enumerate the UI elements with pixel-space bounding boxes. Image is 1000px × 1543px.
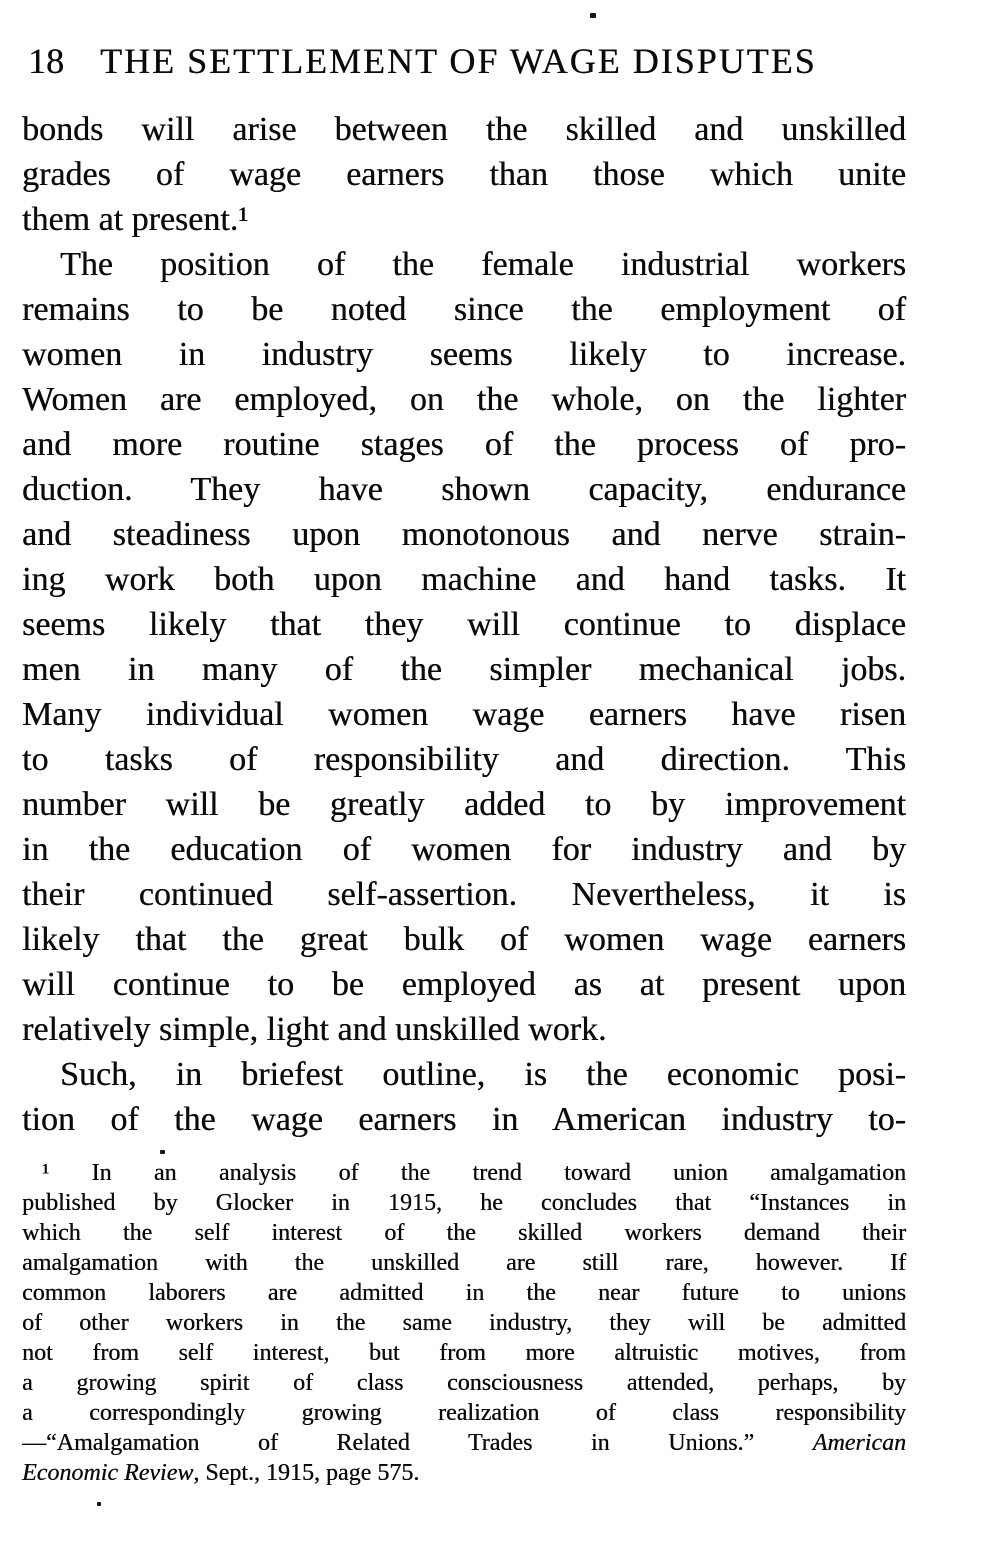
scan-speck [160,1150,165,1154]
footnote-text: common laborers are admitted in the near future to unions [22,1280,906,1306]
paragraph [22,107,906,242]
footnote-text: published by Glocker in 1915, he concludes that “Instances in [22,1190,906,1216]
scan-speck [590,13,596,18]
text-line: duction. They have shown capacity, endurance [22,471,906,508]
footnote-line [22,1248,906,1278]
text-line: will continue to be employed as at present upon [22,966,906,1003]
footnote-line [22,1278,906,1308]
text-line: Women are employed, on the whole, on the lighter [22,381,906,418]
text-line: Such, in briefest outline, is the economic posi- [60,1056,906,1093]
text-line: men in many of the simpler mechanical jobs. [22,651,906,688]
text-line: number will be greatly added to by improvement [22,786,906,823]
text-line: remains to be noted since the employment of [22,291,906,328]
text-line: grades of wage earners than those which unite [22,156,906,193]
footnote [22,1158,906,1488]
text-line: them at present.¹ [22,201,249,238]
footnote-text: a growing spirit of class consciousness attended, perhaps, by [22,1370,906,1396]
running-title: THE SETTLEMENT OF WAGE DISPUTES [100,41,817,81]
footnote-text: not from self interest, but from more altruistic motives, from [22,1340,906,1366]
footnote-text: , Sept., 1915, page 575. [193,1460,420,1486]
text-line: and steadiness upon monotonous and nerve strain- [22,516,906,553]
body-text [22,107,906,1142]
paragraph [22,1052,906,1142]
text-line: bonds will arise between the skilled and unskilled [22,111,906,148]
paragraph [22,242,906,1052]
footnote-text: of other workers in the same industry, they will be admitted [22,1310,906,1336]
text-line: Many individual women wage earners have risen [22,696,906,733]
text-line: likely that the great bulk of women wage earners [22,921,906,958]
footnote-line [22,1338,906,1368]
text-line: in the education of women for industry and by [22,831,906,868]
text-line: and more routine stages of the process of pro- [22,426,906,463]
text-line: seems likely that they will continue to displace [22,606,906,643]
footnote-text: amalgamation with the unskilled are still rare, however. If [22,1250,906,1276]
footnote-line [22,1368,906,1398]
footnote-text: a correspondingly growing realization of class responsibility [22,1400,906,1426]
footnote-citation-italic: Economic Review [22,1460,194,1486]
text-line: women in industry seems likely to increase. [22,336,906,373]
scan-speck [97,1502,101,1506]
text-line: ing work both upon machine and hand tasks. It [22,561,906,598]
footnote-text: —“Amalgamation of Related Trades in Unions.” [22,1430,813,1456]
footnote-line [22,1218,906,1248]
footnote-text: ¹ In an analysis of the trend toward union amalgamation [42,1160,906,1186]
footnote-line [22,1398,906,1428]
footnote-line [22,1308,906,1338]
footnote-line [22,1428,906,1458]
text-line: tion of the wage earners in American industry to- [22,1101,906,1138]
page-number: 18 [28,41,64,81]
footnote-line [22,1188,906,1218]
footnote-line [22,1158,906,1188]
footnote-citation-italic: American [812,1430,906,1456]
page-header [0,40,1000,90]
text-line: The position of the female industrial workers [60,246,906,283]
text-line: their continued self-assertion. Nevertheless, it is [22,876,906,913]
footnote-text: which the self interest of the skilled workers demand their [22,1220,906,1246]
text-line: to tasks of responsibility and direction. This [22,741,906,778]
text-line: relatively simple, light and unskilled work. [22,1011,607,1048]
footnote-line [22,1458,906,1488]
